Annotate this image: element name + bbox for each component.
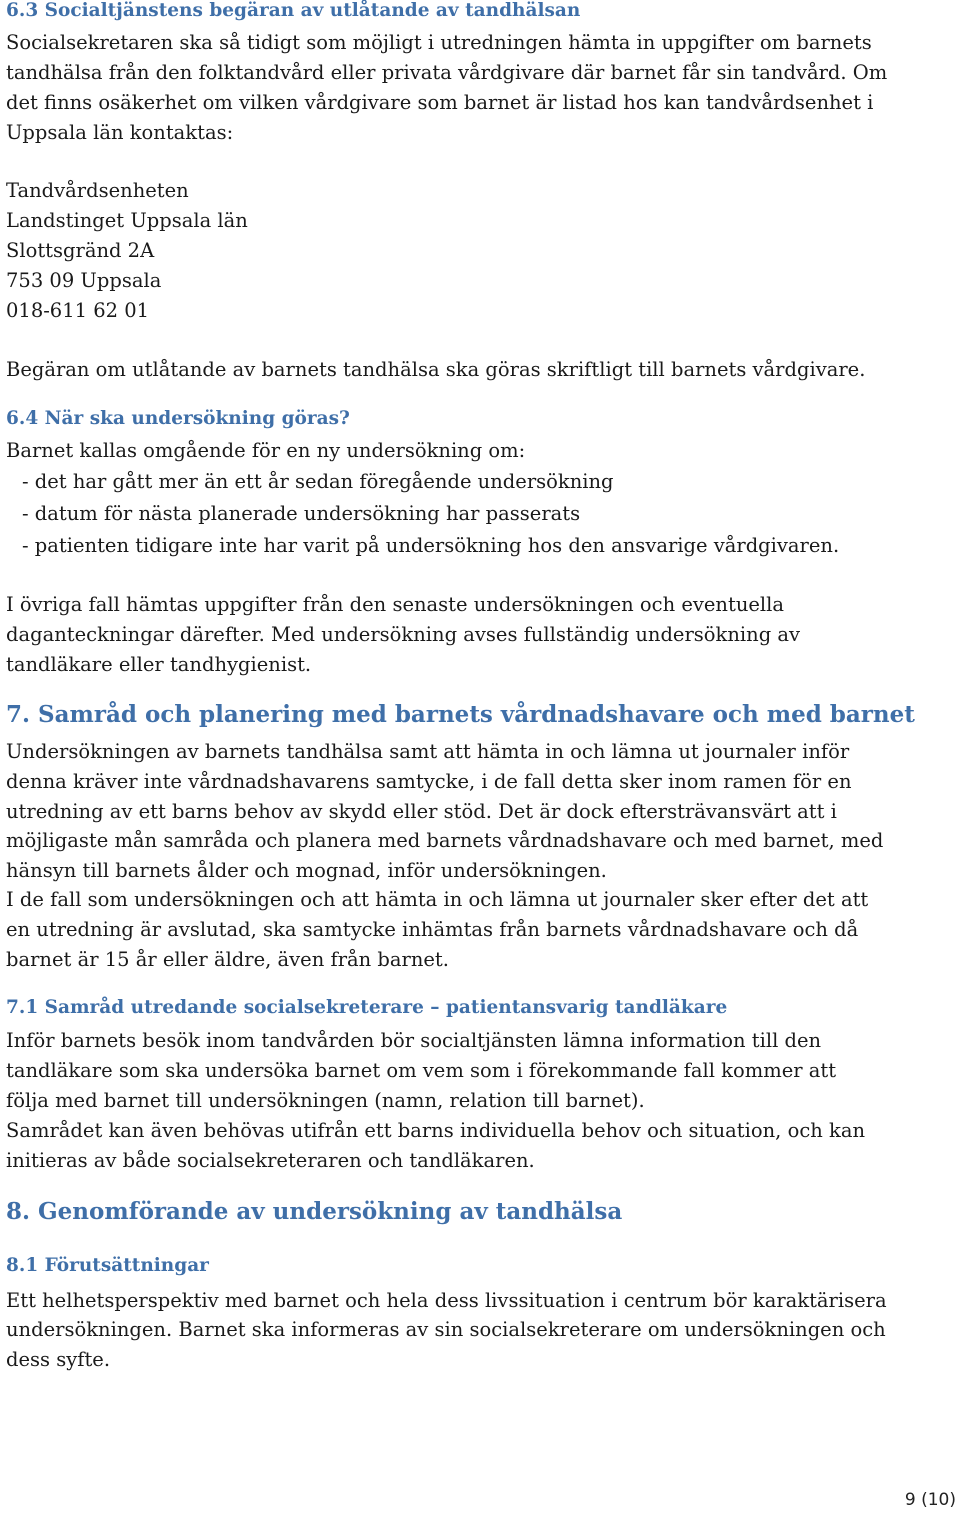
paragraph-line: Undersökningen av barnets tandhälsa samt att hämta in och lämna ut journaler inför	[6, 740, 850, 763]
paragraph-line: Socialsekretaren ska så tidigt som möjligt i utredningen hämta in uppgifter om barnets	[6, 31, 872, 54]
paragraph-line: daganteckningar därefter. Med undersökning avses fullständig undersökning av	[6, 623, 801, 646]
paragraph-line: denna kräver inte vårdnadshavarens samtycke, i de fall detta sker inom ramen för en	[6, 770, 852, 793]
page-number: 9 (10)	[904, 1490, 956, 1510]
paragraph-line: undersökningen. Barnet ska informeras av sin socialsekreterare om undersökningen och	[6, 1318, 886, 1341]
address-phone: 018-611 62 01	[6, 299, 150, 322]
paragraph-line: Samrådet kan även behövas utifrån ett barns individuella behov och situation, och kan	[6, 1119, 865, 1142]
address-line: 753 09 Uppsala	[6, 269, 162, 292]
paragraph-line: följa med barnet till undersökningen (namn, relation till barnet).	[6, 1089, 645, 1112]
paragraph-line: barnet är 15 år eller äldre, även från barnet.	[6, 948, 449, 971]
list-item: - datum för nästa planerade undersökning har passerats	[22, 502, 581, 525]
list-item: - patienten tidigare inte har varit på undersökning hos den ansvarige vårdgivaren.	[22, 534, 840, 557]
paragraph-line: en utredning är avslutad, ska samtycke inhämtas från barnets vårdnadshavare och då	[6, 918, 859, 941]
address-line: Landstinget Uppsala län	[6, 209, 248, 232]
paragraph-line: Uppsala län kontaktas:	[6, 121, 234, 144]
paragraph-line: initieras av både socialsekreteraren och tandläkaren.	[6, 1149, 535, 1172]
paragraph-line: I övriga fall hämtas uppgifter från den senaste undersökningen och eventuella	[6, 593, 785, 616]
address-line: Slottsgränd 2A	[6, 239, 155, 262]
paragraph-line: dess syfte.	[6, 1348, 111, 1371]
paragraph-line: Ett helhetsperspektiv med barnet och hela dess livssituation i centrum bör karaktärisera	[6, 1289, 887, 1312]
list-item: - det har gått mer än ett år sedan föregående undersökning	[22, 470, 614, 493]
paragraph-line: möjligaste mån samråda och planera med barnets vårdnadshavare och med barnet, med	[6, 829, 884, 852]
paragraph-line: I de fall som undersökningen och att hämta in och lämna ut journaler sker efter det att	[6, 888, 869, 911]
paragraph-line: tandläkare som ska undersöka barnet om vem som i förekommande fall kommer att	[6, 1059, 837, 1082]
paragraph-line: tandläkare eller tandhygienist.	[6, 653, 312, 676]
paragraph-line: Inför barnets besök inom tandvården bör socialtjänsten lämna information till den	[6, 1029, 822, 1052]
paragraph-line: det finns osäkerhet om vilken vårdgivare som barnet är listad hos kan tandvårdsenhet i	[6, 91, 874, 114]
section-heading-8-1: 8.1 Förutsättningar	[6, 1255, 209, 1276]
request-line: Begäran om utlåtande av barnets tandhälsa ska göras skriftligt till barnets vårdgivare.	[6, 358, 866, 381]
section-heading-7-1: 7.1 Samråd utredande socialsekreterare – patientansvarig tandläkare	[6, 997, 728, 1018]
paragraph-line: hänsyn till barnets ålder och mognad, inför undersökningen.	[6, 859, 607, 882]
section-heading-6-3: 6.3 Socialtjänstens begäran av utlåtande av tandhälsan	[6, 0, 581, 21]
section-heading-7: 7. Samråd och planering med barnets vårdnadshavare och med barnet	[6, 701, 915, 728]
paragraph-line: Barnet kallas omgående för en ny undersökning om:	[6, 439, 526, 462]
paragraph-line: tandhälsa från den folktandvård eller privata vårdgivare där barnet får sin tandvård. Om	[6, 61, 888, 84]
address-line: Tandvårdsenheten	[6, 179, 189, 202]
section-heading-8: 8. Genomförande av undersökning av tandhälsa	[6, 1198, 623, 1225]
paragraph-line: utredning av ett barns behov av skydd eller stöd. Det är dock eftersträvansvärt att i	[6, 800, 837, 823]
section-heading-6-4: 6.4 När ska undersökning göras?	[6, 408, 350, 429]
